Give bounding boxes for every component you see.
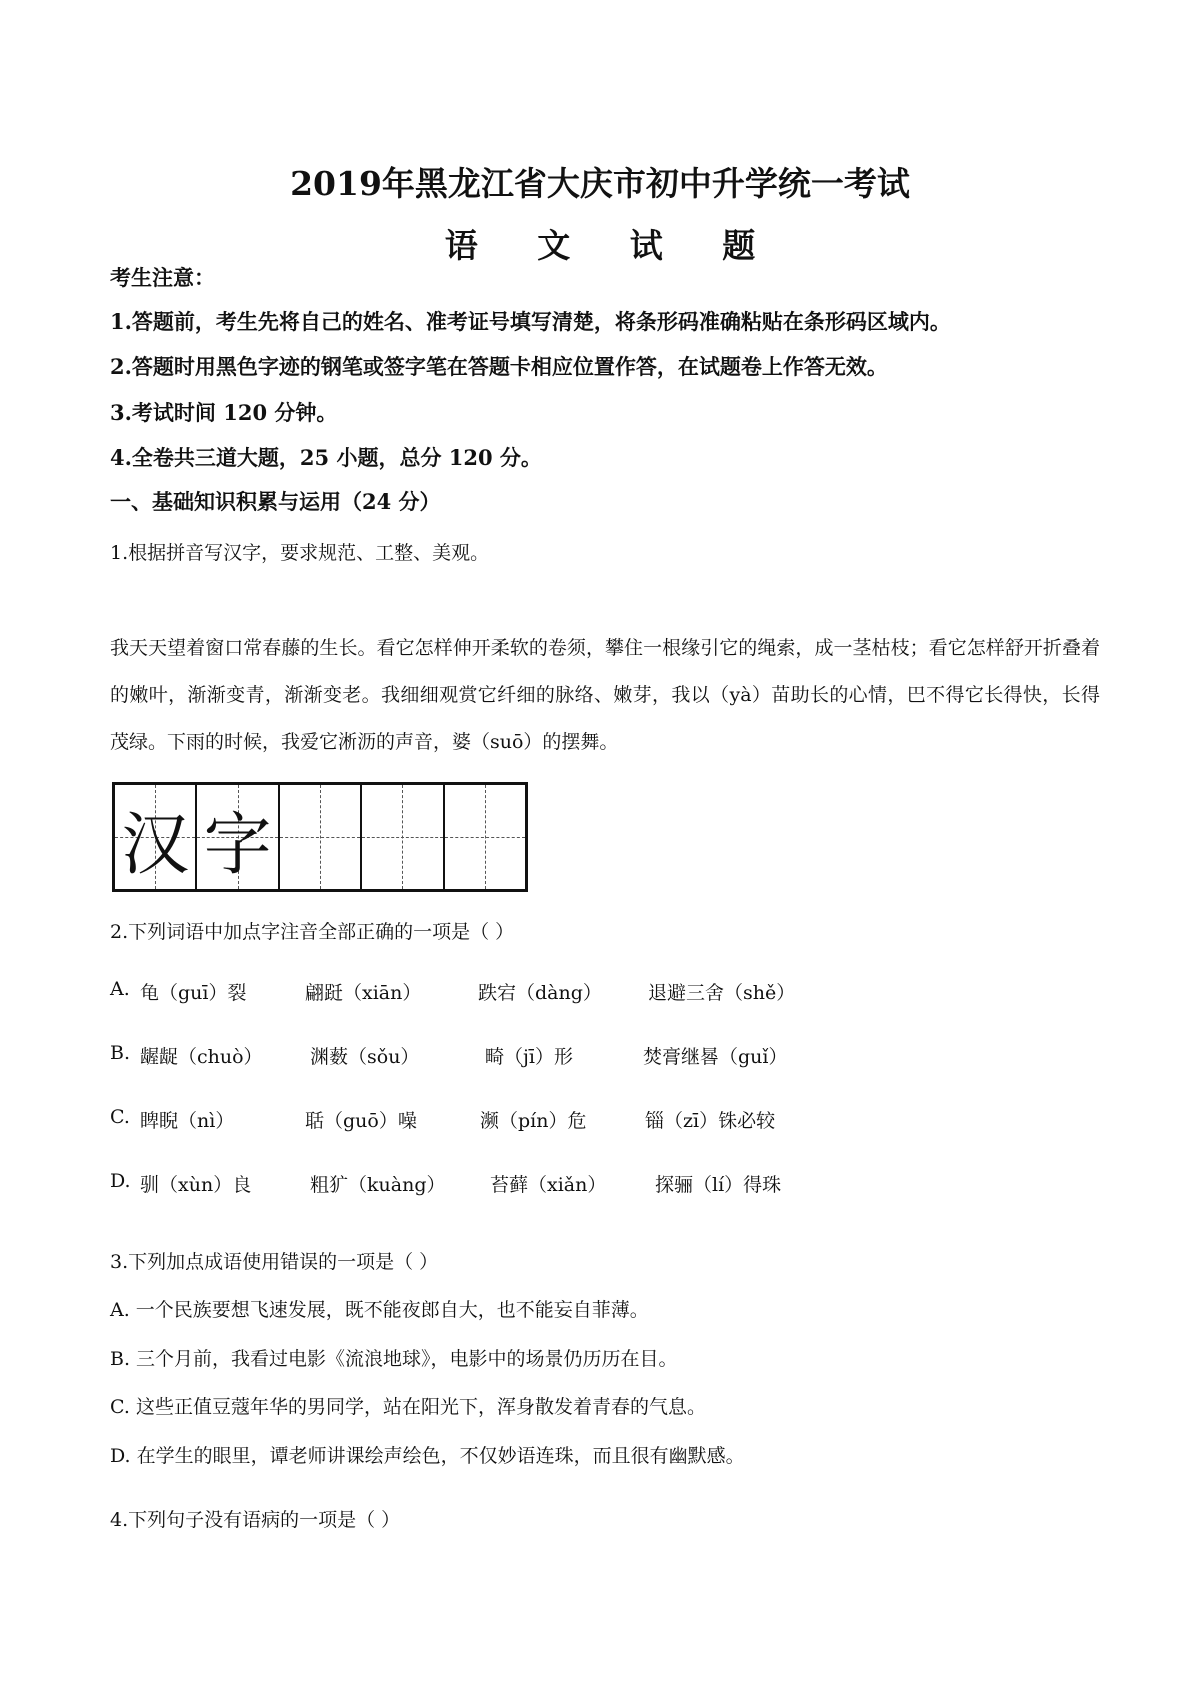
exam-title: 2019年黑龙江省大庆市初中升学统一考试 [290,164,910,203]
q2-option-b-label: B. [110,1042,131,1064]
grid-cell [115,785,197,889]
exam-subtitle: 语 文 试 题 [444,226,780,265]
question-1-paragraph: 我天天望着窗口常春藤的生长。看它怎样伸开柔软的卷须，攀住一根缘引它的绳索，成一茎枯枝；看它怎样舒开折叠着的嫩叶，渐渐变青，渐渐变老。我细细观赏它纤细的脉络、嫩芽，我以（yà）苗助长的心情，巴不得它长得快，长得茂绿。下雨的时候，我爱它淅沥的声音，婆（suō）的摆舞。 [110,637,1100,753]
q2-option-a-item: 跌宕（dàng） [478,982,602,1004]
q2-option-c-label: C. [110,1106,130,1128]
writing-grid [112,782,528,892]
notice-item-1: 1.答题前，考生先将自己的姓名、准考证号填写清楚，将条形码准确粘贴在条形码区域内。 [110,309,951,334]
q2-option-c-item: 聒（guō）噪 [305,1110,417,1132]
q2-option-c-item: 睥睨（nì） [140,1110,235,1132]
q3-option-a: A. 一个民族要想飞速发展，既不能夜郎自大，也不能妄自菲薄。 [110,1299,649,1321]
grid-char: 字 [203,806,272,885]
q2-option-a-item: 退避三舍（shě） [648,982,796,1004]
grid-cell [280,785,362,889]
q2-option-c-item: 濒（pín）危 [480,1110,587,1132]
q3-option-c: C. 这些正值豆蔻年华的男同学，站在阳光下，浑身散发着青春的气息。 [110,1396,706,1418]
section-heading: 一、基础知识积累与运用（24 分） [110,489,441,514]
q3-option-d: D. 在学生的眼里，谭老师讲课绘声绘色，不仅妙语连珠，而且很有幽默感。 [110,1445,745,1467]
grid-cell [362,785,444,889]
grid-cell [197,785,279,889]
notice-item-4: 4.全卷共三道大题，25 小题，总分 120 分。 [110,445,542,470]
q3-option-b: B. 三个月前，我看过电影《流浪地球》，电影中的场景仍历历在目。 [110,1348,678,1370]
q2-option-d-item: 苔藓（xiǎn） [490,1174,607,1196]
q2-option-d-item: 粗犷（kuàng） [310,1174,446,1196]
q2-option-b-item: 畸（jī）形 [485,1046,573,1068]
question-2-prompt: 2.下列词语中加点字注音全部正确的一项是（ ） [110,921,515,943]
notice-heading: 考生注意： [110,265,215,290]
q2-option-b-item: 焚膏继晷（guǐ） [643,1046,788,1068]
notice-item-3: 3.考试时间 120 分钟。 [110,400,338,425]
question-4-prompt: 4.下列句子没有语病的一项是（ ） [110,1509,401,1531]
q2-option-d-item: 探骊（lí）得珠 [655,1174,782,1196]
q2-option-d-item: 驯（xùn）良 [140,1174,252,1196]
question-1-prompt: 1.根据拼音写汉字，要求规范、工整、美观。 [110,542,490,564]
question-3-prompt: 3.下列加点成语使用错误的一项是（ ） [110,1251,439,1273]
q2-option-a-item: 翩跹（xiān） [305,982,422,1004]
notice-item-2: 2.答题时用黑色字迹的钢笔或签字笔在答题卡相应位置作答，在试题卷上作答无效。 [110,354,888,379]
q2-option-b-item: 龌龊（chuò） [140,1046,263,1068]
q2-option-a-label: A. [110,978,130,1000]
q2-option-c-item: 锱（zī）铢必较 [645,1110,776,1132]
q2-option-a-item: 龟（guī）裂 [140,982,247,1004]
q2-option-b-item: 渊薮（sǒu） [310,1046,420,1068]
q2-option-d-label: D. [110,1170,131,1192]
grid-char: 汉 [121,806,190,885]
grid-cell [445,785,525,889]
